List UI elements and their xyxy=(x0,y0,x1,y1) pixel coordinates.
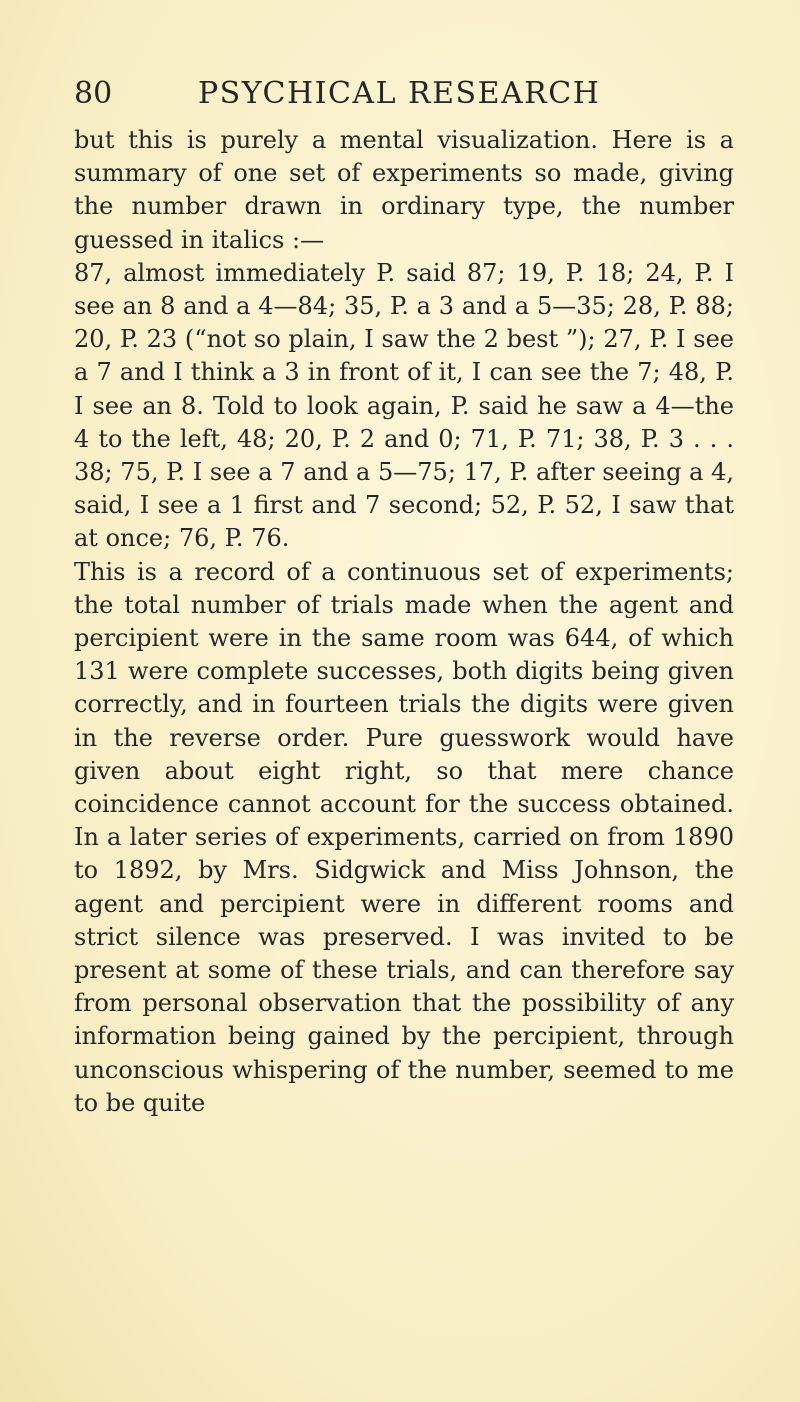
paragraph-intro: but this is purely a mental visualization. Here is a summary of one set of experiments so made, giving the number drawn in ordinary type, the number guessed in italics :— xyxy=(74,126,734,254)
paragraph-summary: This is a record of a continuous set of experiments; the total number of trials made when the agent and percipient were in the same room was 644, of which 131 were complete successes, both digits being given correctly, and in fourteen trials the digits were given in the reverse order. Pure guesswork would have given about eight right, so that mere chance coincidence cannot account for the success obtained. In a later series of experiments, carried on from 1890 to 1892, by Mrs. Sidgwick and Miss Johnson, the agent and percipient were in different rooms and strict silence was preserved. I was invited to be present at some of these trials, and can therefore say from personal observation that the possibility of any information being gained by the percipient, through unconscious whispering of the number, seemed to me to be quite xyxy=(74,557,734,1117)
running-title: PSYCHICAL RESEARCH xyxy=(198,76,601,111)
page-header xyxy=(74,74,734,114)
paragraph-experiment-results: 87, almost immediately P. said 87; 19, P. 18; 24, P. I see an 8 and a 4—84; 35, P. a 3 and a 5—35; 28, P. 88; 20, P. 23 (“not so plain, I saw the 2 best ”); 27, P. I see a 7 and I think a 3 in front of it, I can see the 7; 48, P. I see an 8. Told to look again, P. said he saw a 4—the 4 to the left, 48; 20, P. 2 and 0; 71, P. 71; 38, P. 3 . . . 38; 75, P. I see a 7 and a 5—75; 17, P. after seeing a 4, said, I see a 1 first and 7 second; 52, P. 52, I saw that at once; 76, P. 76. xyxy=(74,258,734,553)
page-number: 80 xyxy=(74,76,113,111)
body-text xyxy=(74,124,734,1120)
